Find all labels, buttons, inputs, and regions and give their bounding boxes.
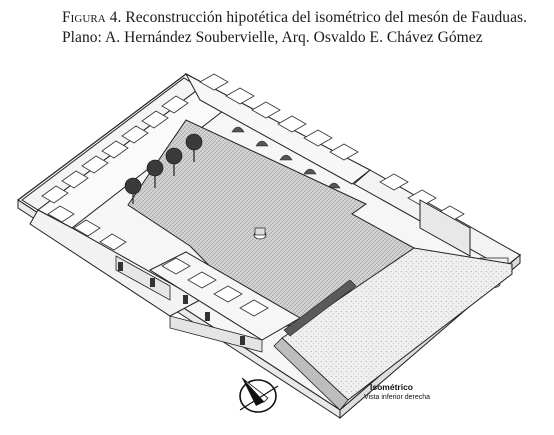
north-arrow-icon — [240, 378, 278, 412]
plan-label-subtitle: Vista inferior derecha — [364, 394, 431, 401]
plan-label — [364, 382, 430, 401]
caption-text: Reconstrucción hipotética del isométrico del mesón de Fauduas. Plano: A. Hernández Soubervielle, Arq. Osvaldo E. Chávez Gómez — [62, 9, 528, 46]
figure-label: Figura 4. — [62, 9, 122, 26]
plan-label-title: Isométrico — [370, 382, 413, 392]
